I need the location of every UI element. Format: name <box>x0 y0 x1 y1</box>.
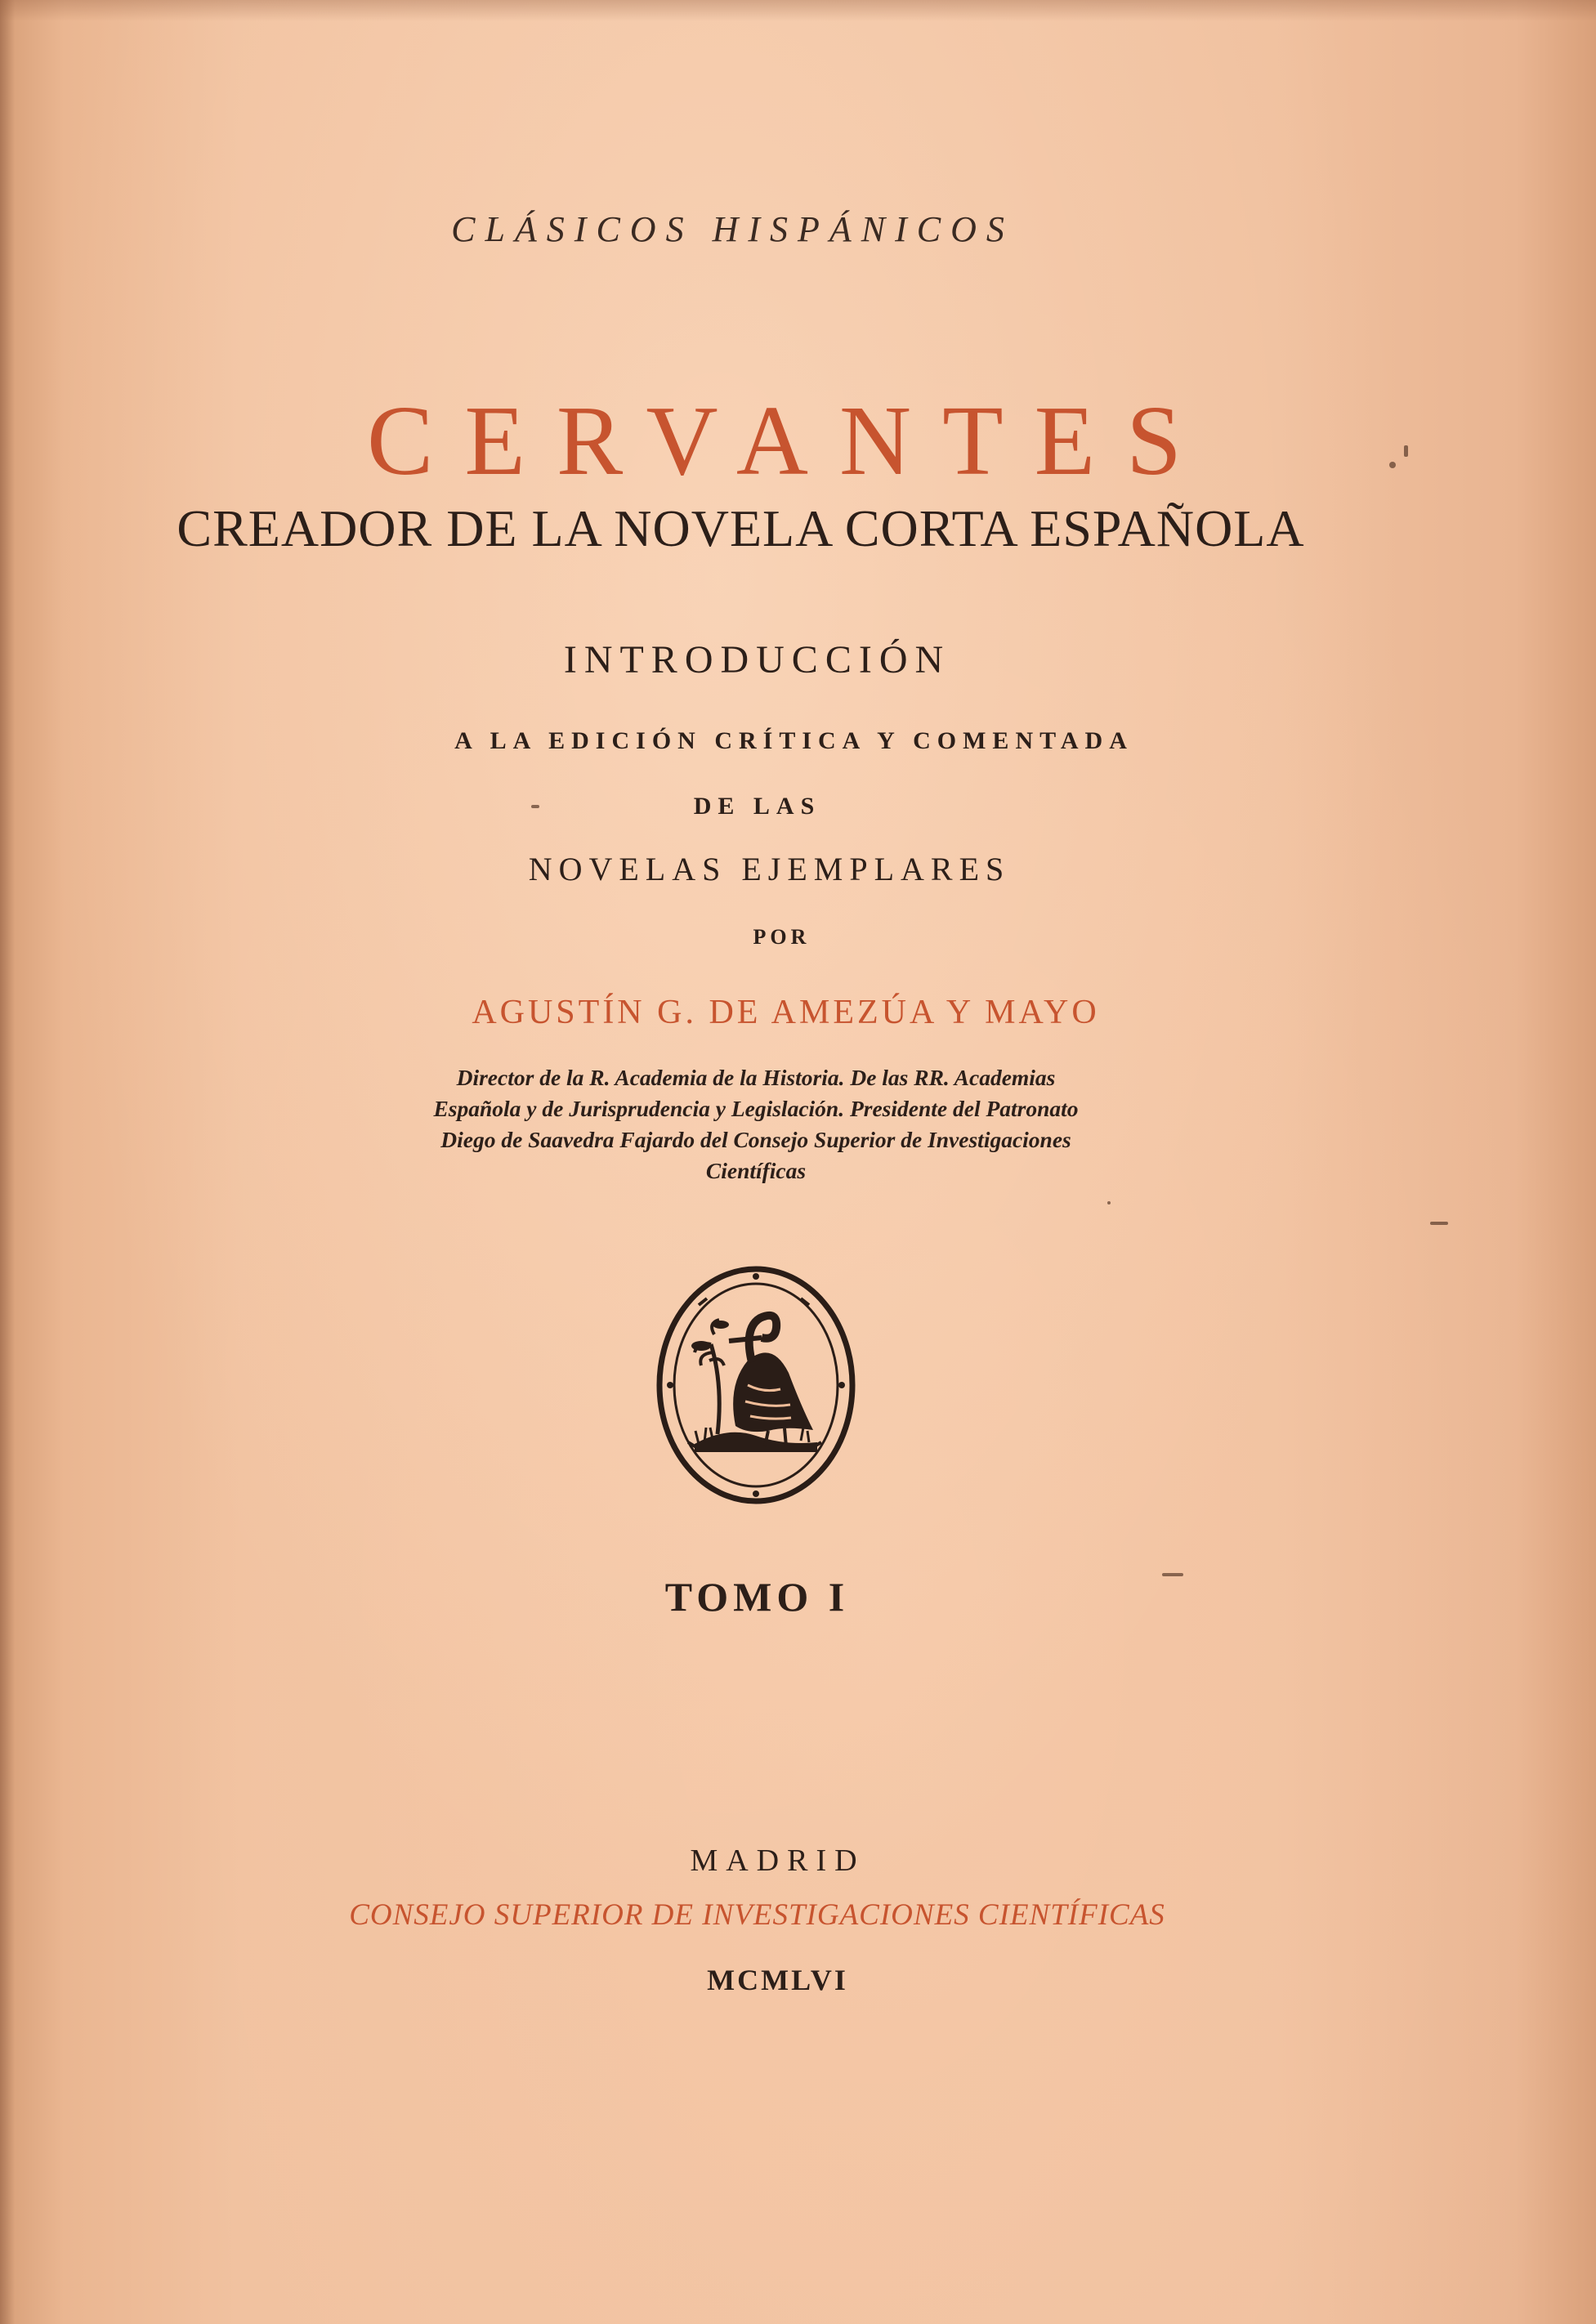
author-name: AGUSTÍN G. DE AMEZÚA Y MAYO <box>472 994 1100 1031</box>
book-subtitle: CREADOR DE LA NOVELA CORTA ESPAÑOLA <box>177 499 1305 557</box>
author-credentials: Director de la R. Academia de la Historia. De las RR. Academias Española y de Jurisprudencia y Legislación. Presidente del Patronato Diego de Saavedra Fajardo del Consejo Superior de Investigaciones Científicas <box>433 1065 1079 1183</box>
by-line: POR <box>753 925 811 949</box>
publication-year: MCMLVI <box>707 1964 848 1996</box>
work-title: NOVELAS EJEMPLARES <box>528 851 1011 887</box>
paper-speck <box>1430 1222 1448 1225</box>
publication-city: MADRID <box>690 1844 865 1878</box>
volume-label: TOMO I <box>664 1574 850 1620</box>
introduction-heading: INTRODUCCIÓN <box>563 638 951 682</box>
paper-speck <box>1107 1201 1111 1204</box>
pelican-tree-emblem-icon <box>654 1263 858 1508</box>
edition-line: A LA EDICIÓN CRÍTICA Y COMENTADA <box>454 727 1133 754</box>
book-title: CERVANTES <box>367 386 1213 496</box>
series-title: CLÁSICOS HISPÁNICOS <box>451 209 1014 249</box>
de-las-line: DE LAS <box>693 793 821 820</box>
publisher-name: CONSEJO SUPERIOR DE INVESTIGACIONES CIENTÍFICAS <box>349 1898 1165 1932</box>
